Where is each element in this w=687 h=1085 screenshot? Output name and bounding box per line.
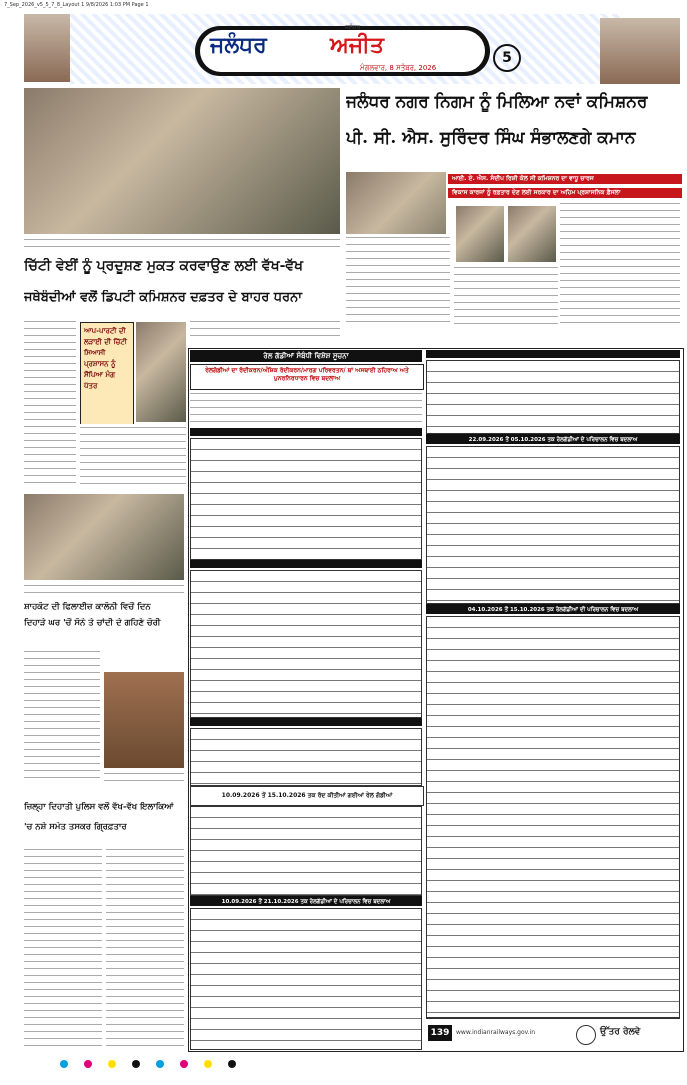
railway-band1 [426, 434, 680, 444]
railway-band4 [190, 896, 422, 906]
lead-bullet-2: ਵਿਕਾਸ ਕਾਰਜਾਂ ਨੂੰ ਰਫ਼ਤਾਰ ਦੇਣ ਲਈ ਸਰਕਾਰ ਦਾ ਅਹਿਮ ਪ੍ਰਸ਼ਾਸਨਿਕ ਫ਼ੈਸਲਾ [448, 188, 682, 198]
railway-band3-text: 10.09.2026 ਤੋਂ 15.10.2026 ਤਕ ਰੱਦ ਕੀਤੀਆਂ ਗਈਆਂ ਰੇਲ ਗੱਡੀਆਂ [221, 792, 393, 799]
railway-table6 [426, 360, 680, 434]
railway-table2 [190, 570, 422, 718]
theft-photo-caption [104, 770, 184, 784]
lead-headline-line1: ਜਲੰਧਰ ਨਗਰ ਨਿਗਮ ਨੂੰ ਮਿਲਿਆ ਨਵਾਂ ਕਮਿਸ਼ਨਰ [346, 92, 648, 112]
theft-headline-line1: ਸ਼ਾਹਕੋਟ ਦੀ ਫਿਲਾਈਜ਼ ਕਾਲੋਨੀ ਵਿਚੋਂ ਦਿਨ [24, 602, 151, 612]
commissioner-portrait-1 [456, 206, 504, 262]
railway-logo-icon [576, 1025, 596, 1045]
railway-table5 [190, 908, 422, 1050]
masthead-date: ਮੰਗਲਵਾਰ, 8 ਸਤੰਬਰ, 2026 [360, 64, 437, 72]
railway-band1-text: 22.09.2026 ਤੋਂ 05.10.2026 ਤਕ ਰੇਲਗੱਡੀਆਂ ਦੇ ਪਰਿਚਾਲਨ ਵਿਚ ਬਦਲਾਅ [468, 437, 638, 443]
black-mark-icon [132, 1060, 140, 1068]
theft-headline-line2: ਦਿਹਾੜੇ ਘਰ 'ਚੋਂ ਸੋਨੇ ਤੇ ਚਾਂਦੀ ਦੇ ਗਹਿਣੇ ਚੋਰੀ [24, 618, 161, 628]
railway-table1 [190, 438, 422, 560]
railway-table6-header [426, 350, 680, 358]
lead-story-body-col2 [454, 264, 558, 324]
railway-intro-text [190, 390, 422, 426]
railway-subtitle: ਰੇਲਗੱਡੀਆਂ ਦਾ ਰੱਦੀਕਰਨ/ਅੰਸ਼ਿਕ ਰੱਦੀਕਰਨ/ਮਾਰਗ ਪਰਿਵਰਤਨ/ ਥਾਂ ਅਸਥਾਈ ਠਹਿਰਾਅ ਅਤੇ ਪੁਨਰਨਿਰਧਾਰਨ ਵਿਚ ਬਦਲਾਅ [205, 367, 409, 382]
lead-story-body-col3 [560, 200, 680, 324]
police-headline-line2: 'ਚ ਨਸ਼ੇ ਸਮੇਤ ਤਸਕਰ ਗ੍ਰਿਫ਼ਤਾਰ [24, 822, 127, 832]
protest-headline-line1: ਚਿੱਟੀ ਵੇਈਂ ਨੂੰ ਪ੍ਰਦੂਸ਼ਣ ਮੁਕਤ ਕਰਵਾਉਣ ਲਈ ਵੱਖ-ਵੱਖ [24, 258, 304, 274]
police-body-col1 [24, 846, 102, 1046]
page-number: 5 [493, 44, 521, 72]
railway-band2 [426, 604, 680, 614]
railway-table1-header [190, 428, 422, 436]
protest-body-col2 [80, 424, 186, 488]
police-inspection-photo [24, 494, 184, 580]
railway-band3 [190, 786, 424, 806]
protest-body-col1 [24, 318, 76, 488]
railway-footer-website: www.indianrailways.gov.in [456, 1029, 536, 1036]
masthead-title-left: ਜਲੰਧਰ [210, 32, 267, 58]
police-body-col2 [106, 846, 184, 1046]
protest-pull-quote-text: ਆਪ-ਪਾਰਟੀ ਦੀ ਲੜਾਈ ਦੀ ਚਿੱਟੀ ਸਿਆਸੀ ਪ੍ਰਸ਼ਾਸਨ ਨੂੰ ਸੌਂਪਿਆ ਮੰਗ ਪੱਤਰ [84, 327, 127, 390]
yellow-mark-icon [204, 1060, 212, 1068]
masthead-city-label: ਜਲੰਧਰ [345, 24, 361, 31]
railway-table4 [190, 806, 422, 896]
railway-table3-header [190, 718, 422, 726]
lead-story-body-col1 [346, 234, 450, 324]
railway-subtitle-box [190, 364, 424, 390]
lead-bullet-1: ਆਈ. ਏ. ਐਸ. ਸੰਦੀਪ ਰਿਸ਼ੀ ਕੋਲ ਸੀ ਕਮਿਸ਼ਨਰ ਦਾ ਵਾਧੂ ਚਾਰਜ [448, 174, 682, 184]
railway-table2-header [190, 560, 422, 568]
print-slug: 7_Sep_2026_v5_5_7_8_Layout 1 9/8/2026 1:03 PM Page 1 [4, 2, 149, 8]
protest-body-col3 [190, 318, 340, 342]
masthead-title-right: ਅਜੀਤ [330, 32, 384, 58]
protest-photo [24, 88, 340, 234]
lead-headline-line2: ਪੀ. ਸੀ. ਐਸ. ਸੁਰਿੰਦਰ ਸਿੰਘ ਸੰਭਾਲਣਗੇ ਕਮਾਨ [346, 128, 636, 148]
cyan-mark-icon [156, 1060, 164, 1068]
magenta-mark-icon [84, 1060, 92, 1068]
railway-footer [426, 1018, 680, 1049]
railway-band2-text: 04.10.2026 ਤੋਂ 15.10.2026 ਤਕ ਰੇਲਗੱਡੀਆਂ ਦੀ ਪਰਿਚਾਲਨ ਵਿਚ ਬਦਲਾਅ [467, 607, 639, 613]
yellow-mark-icon [108, 1060, 116, 1068]
theft-almirah-photo [104, 672, 184, 768]
black-mark-icon [228, 1060, 236, 1068]
protest-photo-caption [24, 236, 340, 248]
protest-inset-photo [136, 322, 186, 422]
cyan-mark-icon [60, 1060, 68, 1068]
protest-pull-quote [80, 322, 134, 434]
commissioner-portrait-2 [508, 206, 556, 262]
theft-body-col1 [24, 648, 100, 778]
railway-table8 [426, 616, 680, 1018]
cmyk-registration-bar [60, 1060, 660, 1070]
railway-band4-text: 10.09.2026 ਤੋਂ 21.10.2026 ਤਕ ਰੇਲਗੱਡੀਆਂ ਦੇ ਪਰਿਚਾਲਨ ਵਿਚ ਬਦਲਾਅ [221, 899, 391, 905]
railway-notice-title: ਰੇਲ ਗੱਡੀਆਂ ਸੰਬੰਧੀ ਵਿਸ਼ੇਸ਼ ਸੂਚਨਾ [190, 350, 422, 362]
masthead-building-right [600, 18, 680, 84]
railway-table7 [426, 446, 680, 604]
police-headline-line1: ਜ਼ਿਲ੍ਹਾ ਦਿਹਾਤੀ ਪੁਲਿਸ ਵਲੋਂ ਵੱਖ-ਵੱਖ ਇਲਾਕਿਆਂ [24, 802, 174, 812]
police-photo-caption [24, 582, 184, 596]
railway-footer-org: ਉੱਤਰ ਰੇਲਵੇ [600, 1027, 641, 1037]
magenta-mark-icon [180, 1060, 188, 1068]
railway-table3 [190, 728, 422, 786]
protest-headline-line2: ਜਥੇਬੰਦੀਆਂ ਵਲੋਂ ਡਿਪਟੀ ਕਮਿਸ਼ਨਰ ਦਫ਼ਤਰ ਦੇ ਬਾਹਰ ਧਰਨਾ [24, 290, 302, 305]
railway-footer-badge: 139 [428, 1025, 452, 1041]
